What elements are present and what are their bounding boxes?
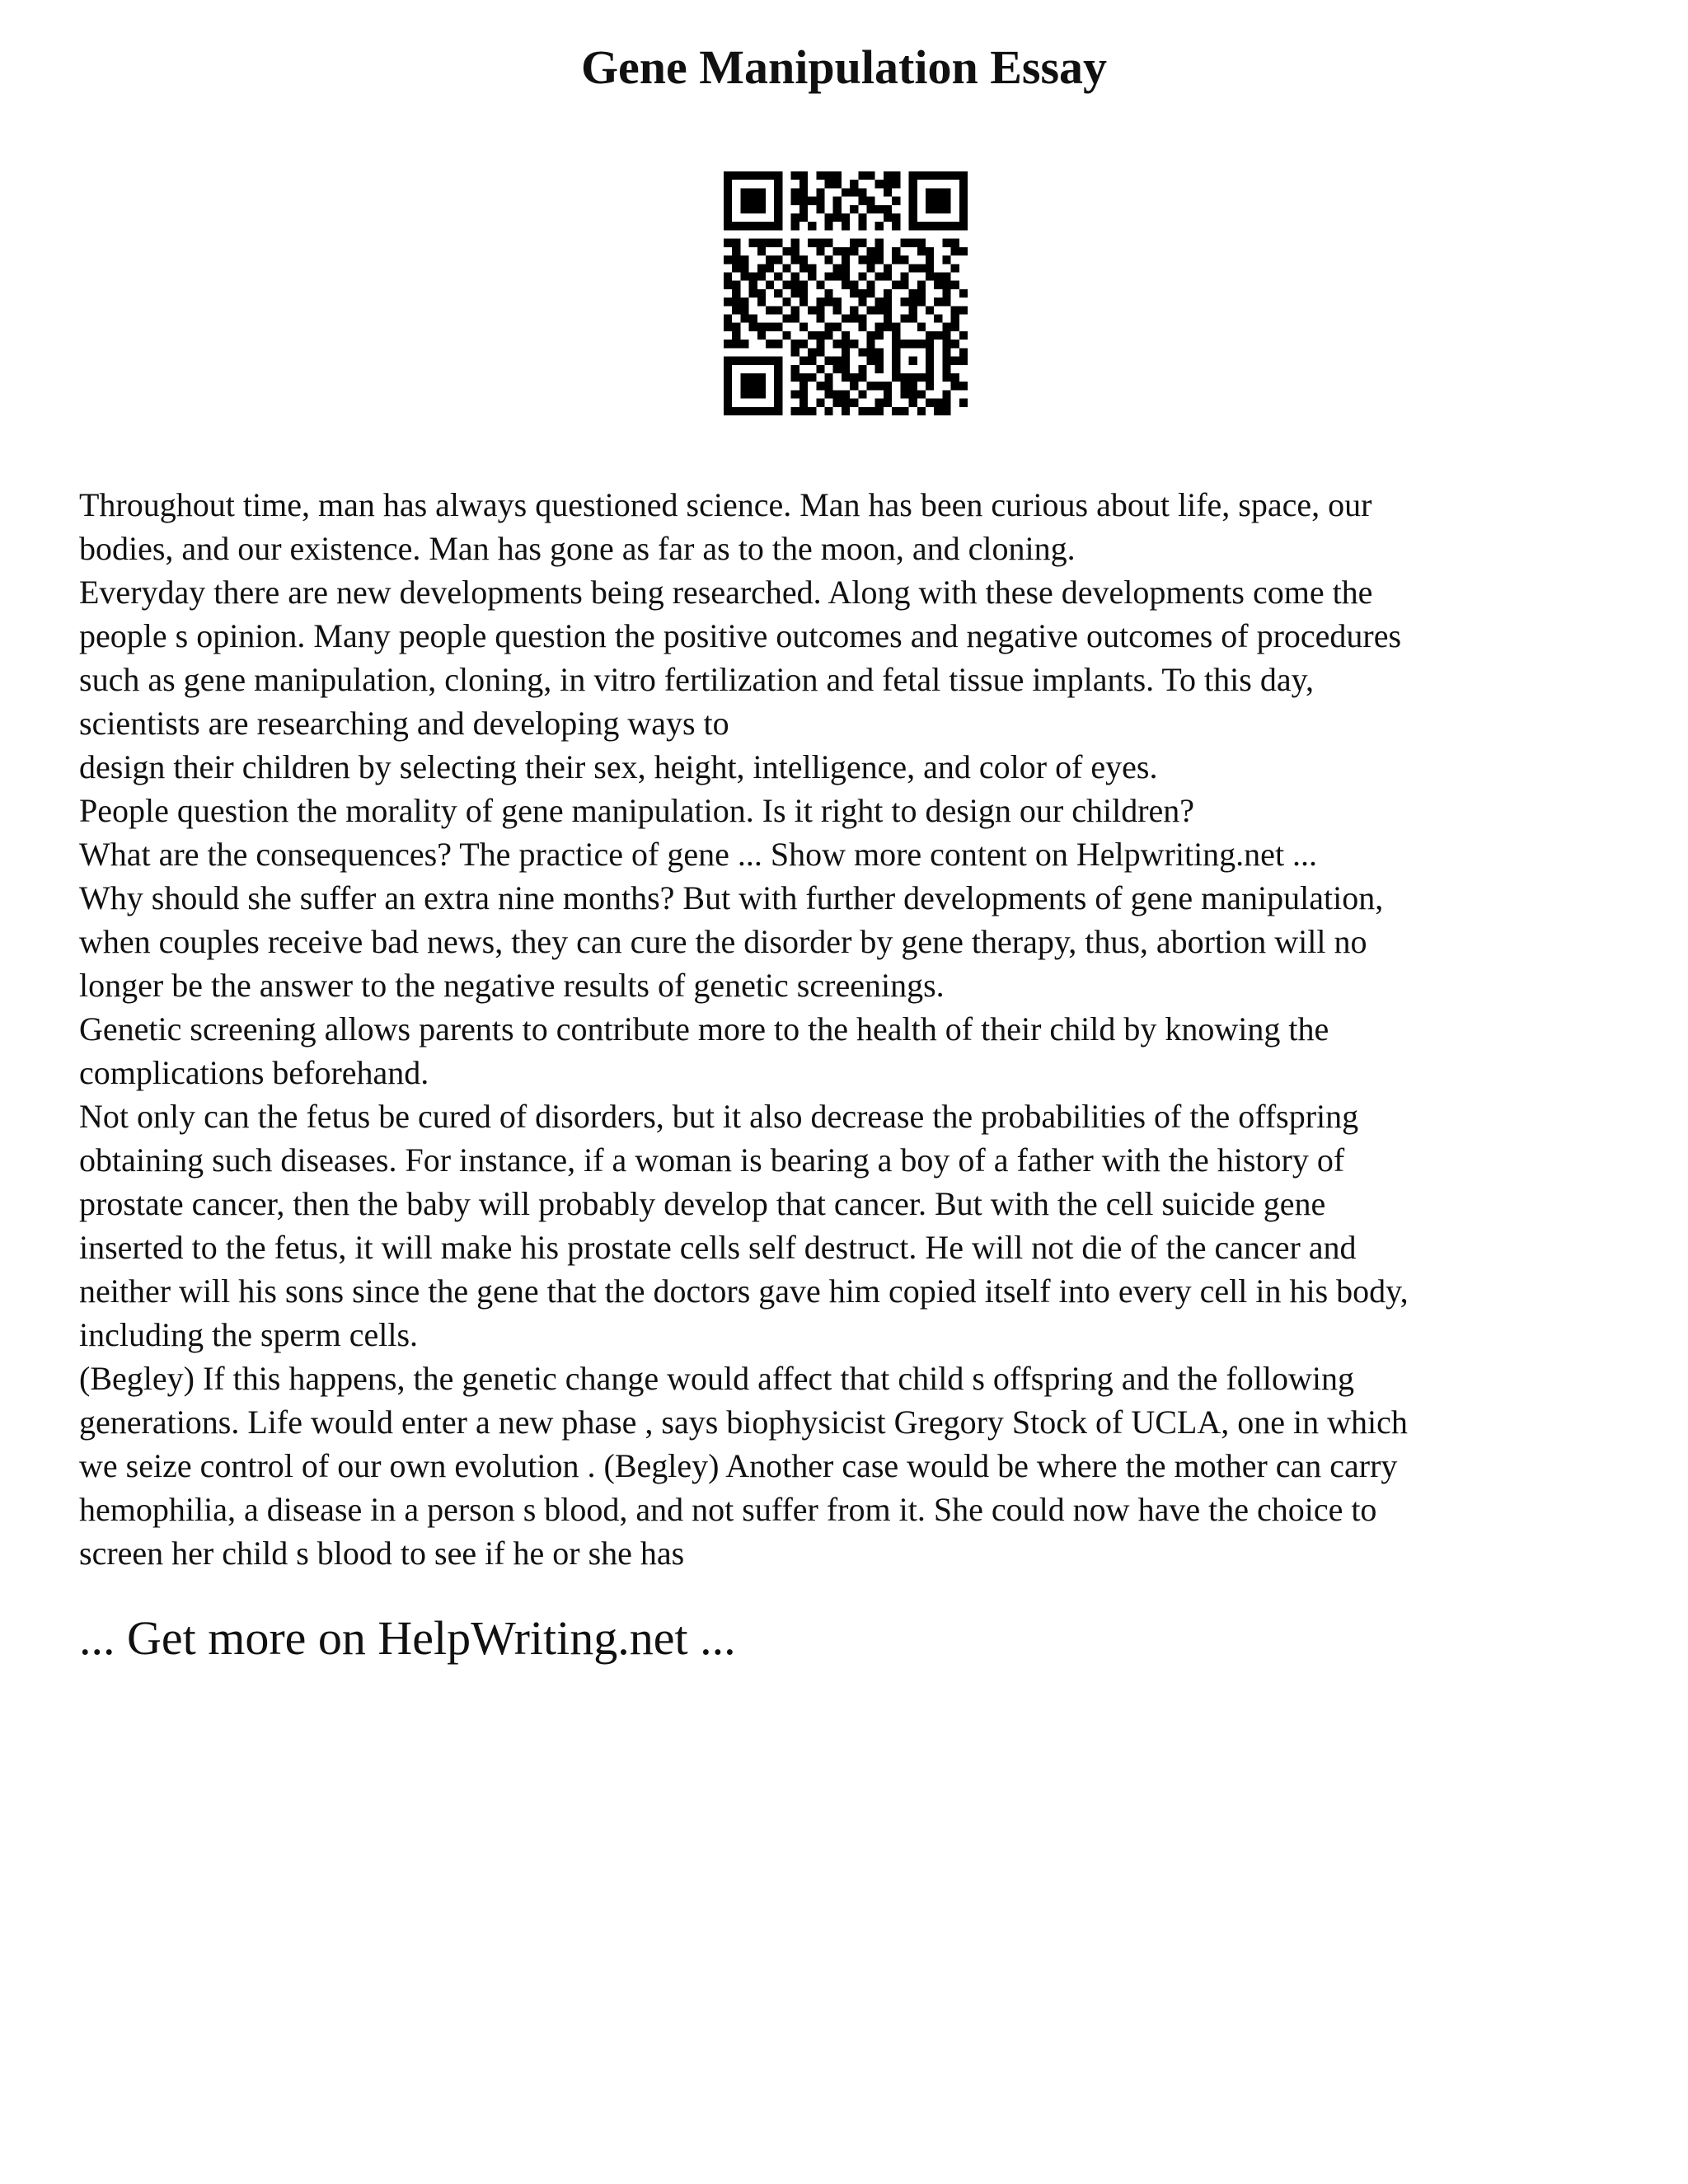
essay-line: bodies, and our existence. Man has gone as far as to the moon, and cloning.: [79, 530, 1076, 567]
essay-line: prostate cancer, then the baby will probably develop that cancer. But with the cell suicide gene: [79, 1185, 1326, 1222]
essay-body: [79, 483, 1645, 1575]
essay-line: inserted to the fetus, it will make his prostate cells self destruct. He will not die of the cancer and: [79, 1229, 1357, 1266]
qr-code-icon: [724, 171, 968, 415]
essay-line: Throughout time, man has always questioned science. Man has been curious about life, space, our: [79, 486, 1372, 523]
essay-line: we seize control of our own evolution . (Begley) Another case would be where the mother can carry: [79, 1447, 1398, 1484]
essay-line: when couples receive bad news, they can cure the disorder by gene therapy, thus, abortion will no: [79, 923, 1367, 960]
essay-line: scientists are researching and developing ways to: [79, 705, 729, 742]
essay-line: What are the consequences? The practice of gene ... Show more content on Helpwriting.net ...: [79, 836, 1318, 873]
essay-line: neither will his sons since the gene that the doctors gave him copied itself into every cell in his body,: [79, 1272, 1409, 1310]
essay-line: generations. Life would enter a new phase , says biophysicist Gregory Stock of UCLA, one in which: [79, 1404, 1408, 1441]
essay-line: (Begley) If this happens, the genetic change would affect that child s offspring and the following: [79, 1360, 1354, 1397]
essay-line: longer be the answer to the negative results of genetic screenings.: [79, 967, 945, 1004]
essay-line: People question the morality of gene manipulation. Is it right to design our children?: [79, 792, 1195, 829]
essay-line: Why should she suffer an extra nine months? But with further developments of gene manipulation,: [79, 879, 1384, 916]
essay-line: people s opinion. Many people question the positive outcomes and negative outcomes of procedures: [79, 617, 1402, 654]
essay-line: hemophilia, a disease in a person s blood, and not suffer from it. She could now have the choice to: [79, 1491, 1377, 1528]
essay-line: such as gene manipulation, cloning, in vitro fertilization and fetal tissue implants. To this day,: [79, 661, 1315, 698]
essay-line: Everyday there are new developments being researched. Along with these developments come the: [79, 574, 1373, 611]
essay-line: complications beforehand.: [79, 1054, 429, 1091]
essay-line: Not only can the fetus be cured of disorders, but it also decrease the probabilities of the offspring: [79, 1098, 1359, 1135]
essay-line: including the sperm cells.: [79, 1316, 419, 1353]
essay-line: obtaining such diseases. For instance, if a woman is bearing a boy of a father with the history of: [79, 1141, 1345, 1179]
get-more-link[interactable]: ... Get more on HelpWriting.net ...: [79, 1611, 736, 1665]
essay-line: Genetic screening allows parents to contribute more to the health of their child by knowing the: [79, 1010, 1329, 1047]
page-title: Gene Manipulation Essay: [580, 40, 1108, 94]
essay-line: design their children by selecting their sex, height, intelligence, and color of eyes.: [79, 748, 1158, 785]
essay-line: screen her child s blood to see if he or she has: [79, 1535, 685, 1572]
